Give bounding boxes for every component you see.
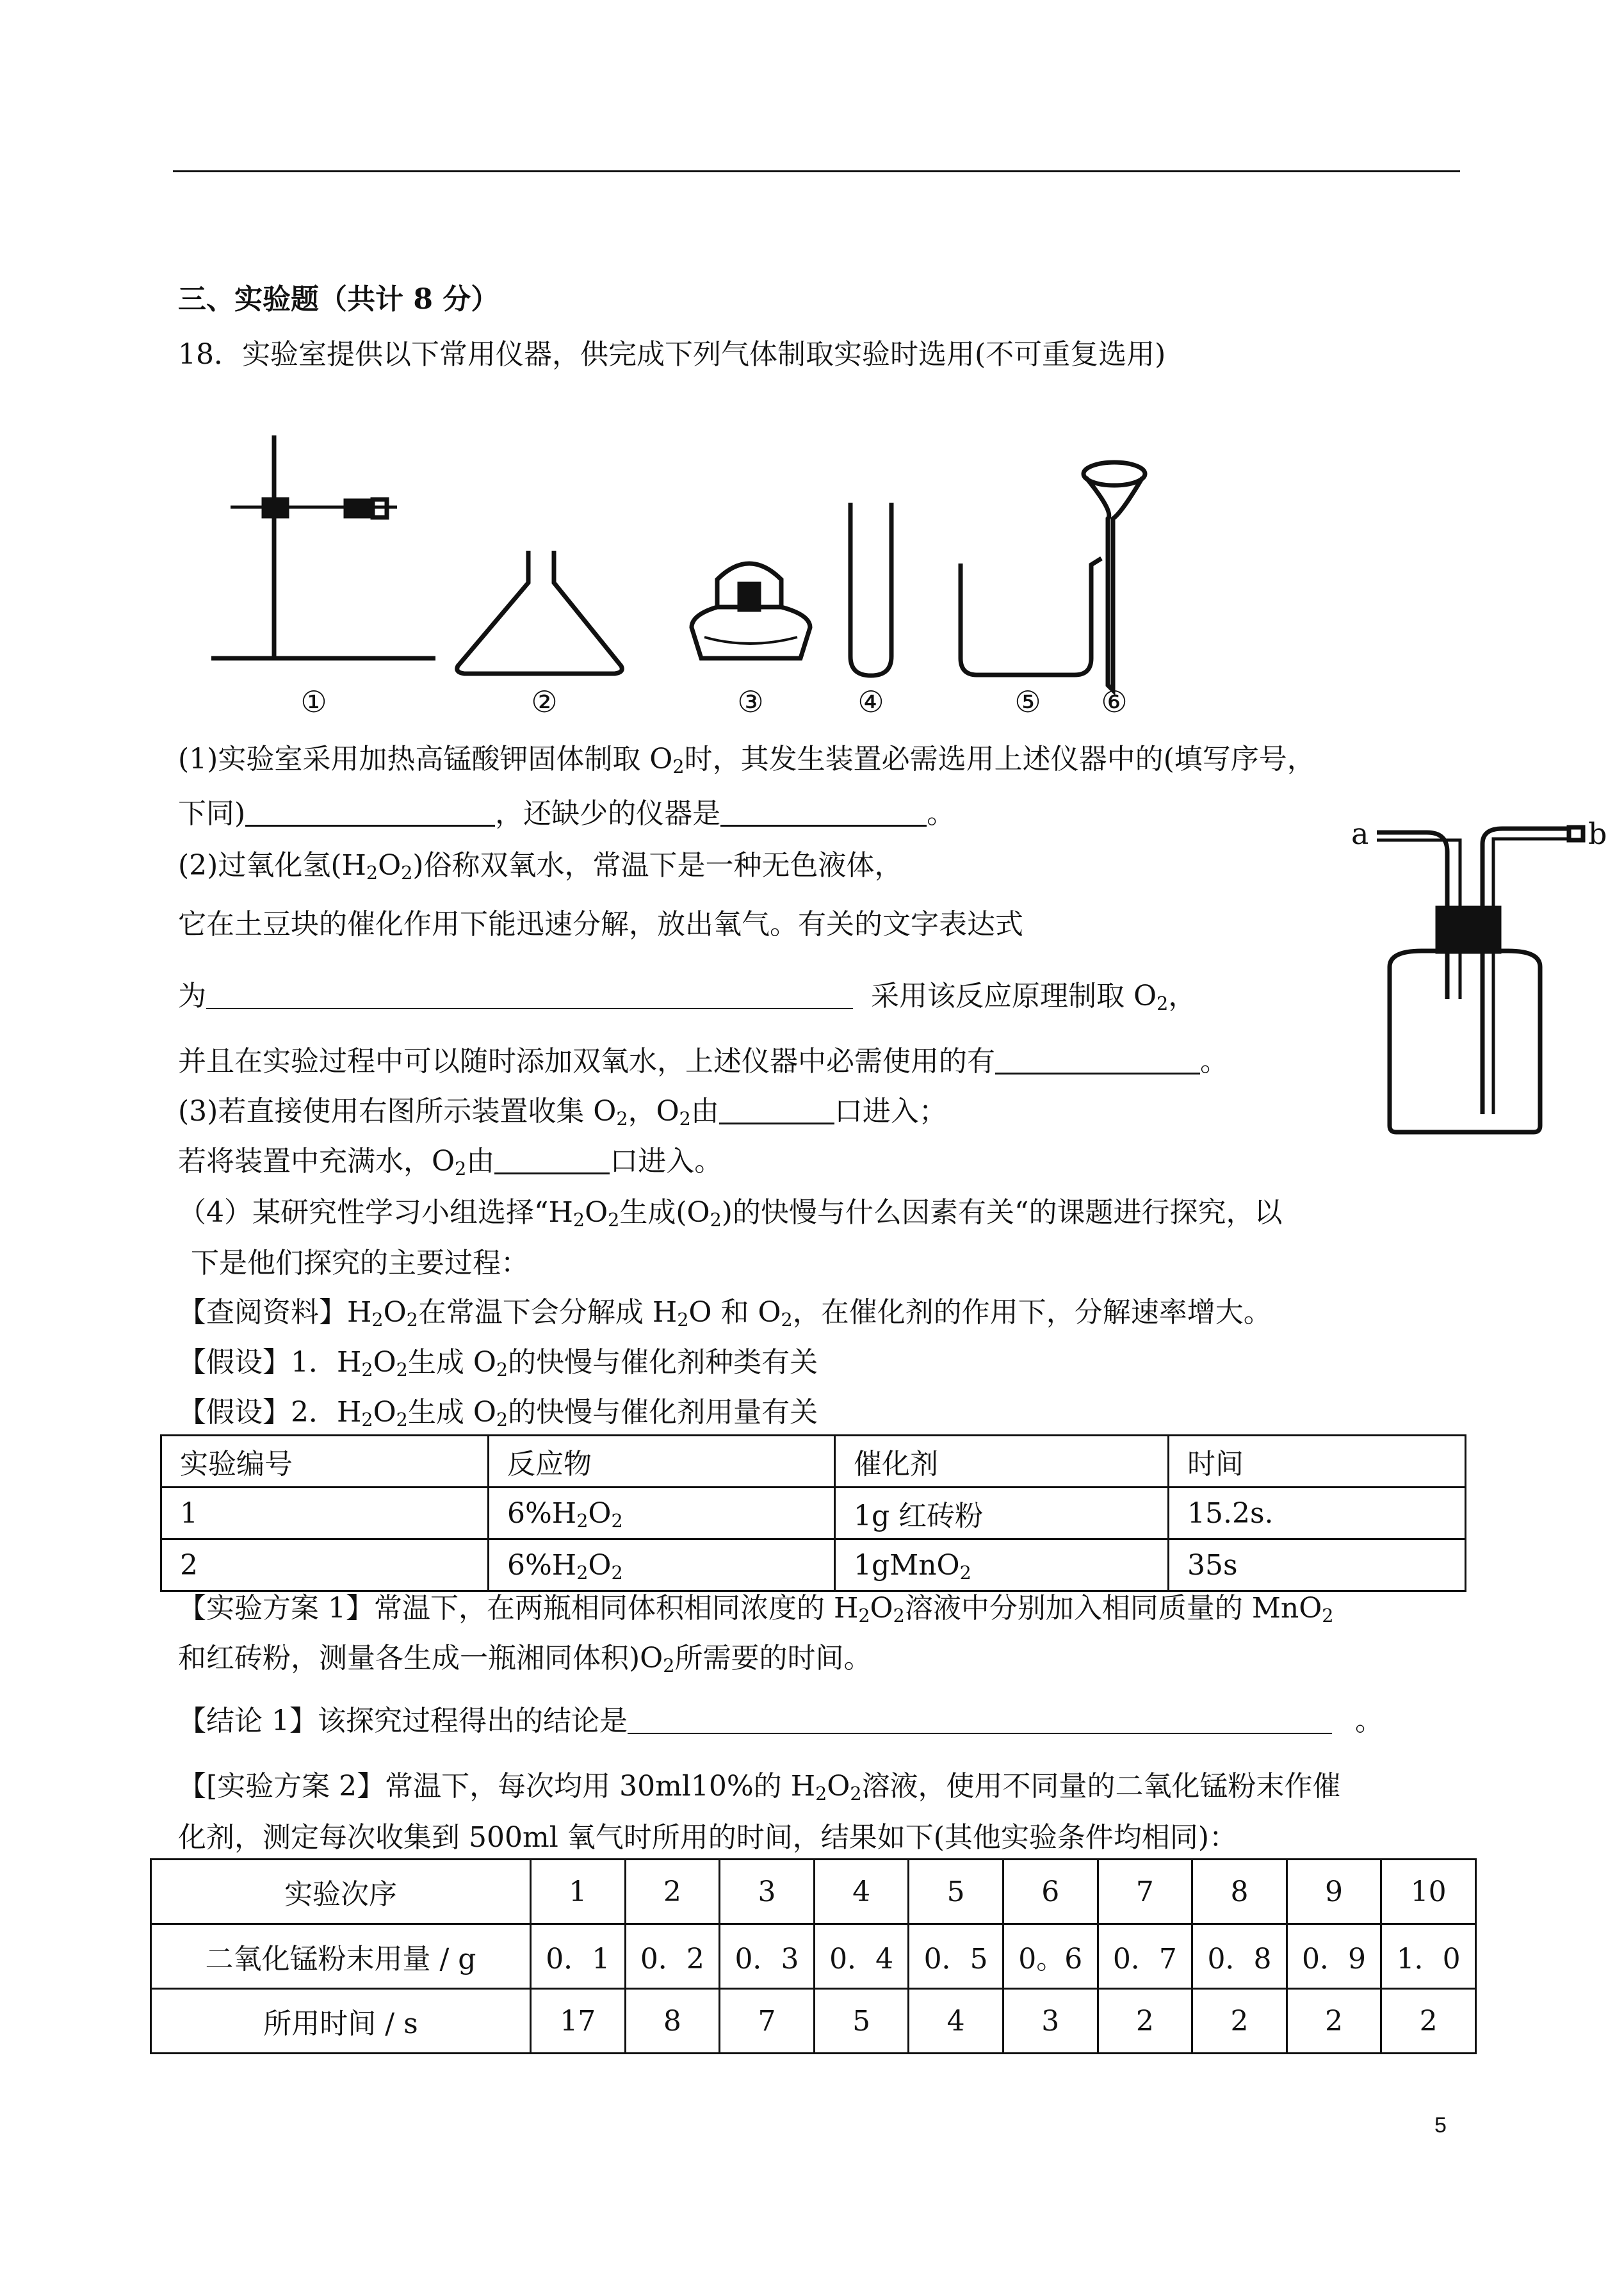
- answer-blank-7[interactable]: [628, 1707, 1332, 1734]
- part3-line2: 若将装置中充满水，$O_2$由 口进入。: [178, 1145, 723, 1180]
- gas-bottle-figure: [1351, 813, 1607, 1146]
- hypothesis-2: 【假设】2．$H_2O_2$生成 $O_2$的快慢与催化剂用量有关: [178, 1396, 818, 1431]
- apparatus-figure: [205, 416, 1178, 717]
- table2-row-header: 二氧化锰粉末用量 / g: [151, 1924, 531, 1989]
- hypothesis-1: 【假设】1．$H_2O_2$生成 $O_2$的快慢与催化剂种类有关: [178, 1346, 818, 1381]
- answer-blank-3[interactable]: [206, 982, 853, 1009]
- table1-cell: 1g 红砖粉: [835, 1488, 1169, 1539]
- part1-line1: (1)实验室采用加热高锰酸钾固体制取 $O_2$时，其发生装置必需选用上述仪器中的(填写序号，: [178, 743, 1315, 778]
- table-row: [161, 1436, 1466, 1488]
- table1-header: 催化剂: [835, 1436, 1169, 1488]
- part4-line1: （4）某研究性学习小组选择“$H_2O_2$生成$(O_2)$的快慢与什么因素有关“的课题进行探究，以: [178, 1196, 1283, 1231]
- table2-row-header: 所用时间 / s: [151, 1989, 531, 2054]
- table2-cell: 0．7: [1098, 1924, 1192, 1989]
- label-6: ⑥: [1101, 685, 1128, 717]
- table2-cell: 0．9: [1287, 1924, 1381, 1989]
- plan2-line2: 化剂，测定每次收集到 500ml 氧气时所用的时间，结果如下(其他实验条件均相同)：: [178, 1821, 1238, 1854]
- label-1: ①: [300, 685, 327, 717]
- bottle-label-b: b: [1588, 816, 1607, 851]
- iron-stand: [211, 435, 435, 658]
- table2-cell: 8: [1192, 1860, 1287, 1924]
- plan2-line1: 【[实验方案 2】常温下，每次均用 30ml10%的 $H_2O_2$溶液，使用不同量的二氧化锰粉末作催: [178, 1770, 1341, 1805]
- table2-cell: 3: [720, 1860, 815, 1924]
- table2-cell: 2: [1381, 1989, 1476, 2054]
- part3-line1: (3)若直接使用右图所示装置收集 $O_2$，$O_2$由 口进入；: [178, 1095, 947, 1130]
- table1-header: 反应物: [489, 1436, 835, 1488]
- conical-flask: [457, 551, 622, 674]
- table2-cell: 0．1: [531, 1924, 626, 1989]
- table2-cell: 2: [625, 1860, 720, 1924]
- table2-cell: 8: [625, 1989, 720, 2054]
- table2-cell: 4: [814, 1860, 909, 1924]
- table2-cell: 1．0: [1381, 1924, 1476, 1989]
- page-number: 5: [1434, 2113, 1447, 2137]
- table1-cell: 35s: [1169, 1539, 1466, 1591]
- table2-cell: 0．5: [909, 1924, 1003, 1989]
- table1-cell: 15.2s.: [1169, 1488, 1466, 1539]
- table2-cell: 7: [720, 1989, 815, 2054]
- table2-cell: 1: [531, 1860, 626, 1924]
- reference-line: 【查阅资料】$H_2O_2$在常温下会分解成 $H_2O$ 和 $O_2$，在催化剂的作用下，分解速率增大。: [178, 1296, 1272, 1331]
- table1-cell: 2: [161, 1539, 489, 1591]
- answer-blank-4[interactable]: [995, 1047, 1200, 1075]
- table1-cell: $6\%H_2O_2$: [489, 1539, 835, 1591]
- table2-cell: 17: [531, 1989, 626, 2054]
- table2-cell: 6: [1003, 1860, 1098, 1924]
- table2-cell: 7: [1098, 1860, 1192, 1924]
- table-row: [151, 1924, 1476, 1989]
- table2-cell: 5: [814, 1989, 909, 2054]
- table-row: [161, 1488, 1466, 1539]
- table2-cell: 4: [909, 1989, 1003, 2054]
- header-rule: [173, 170, 1460, 172]
- table2-cell: 2: [1098, 1989, 1192, 2054]
- table-row: [151, 1860, 1476, 1924]
- part2-line2: 它在土豆块的催化作用下能迅速分解，放出氧气。有关的文字表达式: [178, 908, 1023, 941]
- table1-header: 实验编号: [161, 1436, 489, 1488]
- table2-cell: 2: [1287, 1989, 1381, 2054]
- plan1-line2: 和红砖粉，测量各生成一瓶湘同体积)$O_2$所需要的时间。: [178, 1642, 872, 1677]
- table2-cell: 3: [1003, 1989, 1098, 2054]
- part1-line2: 下同) ，还缺少的仪器是 。: [178, 797, 955, 830]
- test-tube: [850, 503, 891, 676]
- section-title: 三、实验题（共计 8 分）: [178, 283, 499, 316]
- label-2: ②: [531, 685, 558, 717]
- experiment-table-1: [160, 1434, 1466, 1592]
- answer-blank-6[interactable]: [494, 1147, 610, 1174]
- table1-header: 时间: [1169, 1436, 1466, 1488]
- part2-line4: 并且在实验过程中可以随时添加双氧水，上述仪器中必需使用的有 。: [178, 1045, 1228, 1078]
- bottle-label-a: a: [1351, 816, 1369, 851]
- table2-cell: 0．8: [1192, 1924, 1287, 1989]
- beaker: [961, 558, 1101, 675]
- conclusion-line: 【结论 1】该探究过程得出的结论是 。: [178, 1705, 1383, 1737]
- table1-cell: 1: [161, 1488, 489, 1539]
- table2-cell: 2: [1192, 1989, 1287, 2054]
- answer-blank-1[interactable]: [245, 799, 495, 827]
- table2-row-header: 实验次序: [151, 1860, 531, 1924]
- part2-line3: 为 采用该反应原理制取 $O_2$，: [178, 980, 1197, 1015]
- answer-blank-5[interactable]: [719, 1097, 834, 1124]
- label-5: ⑤: [1014, 685, 1041, 717]
- label-3: ③: [737, 685, 764, 717]
- label-4: ④: [857, 685, 884, 717]
- table2-cell: 5: [909, 1860, 1003, 1924]
- table1-cell: 1gMnO$_2$: [835, 1539, 1169, 1591]
- table2-cell: 0．2: [625, 1924, 720, 1989]
- table-row: [161, 1539, 1466, 1591]
- answer-blank-2[interactable]: [720, 799, 927, 827]
- part2-line1: (2)过氧化氢$(H_2O_2)$俗称双氧水，常温下是一种无色液体，: [178, 849, 903, 884]
- table2-cell: 0．4: [814, 1924, 909, 1989]
- table1-cell: $6\%H_2O_2$: [489, 1488, 835, 1539]
- part4-line2: 下是他们探究的主要过程：: [191, 1247, 529, 1279]
- question-18: 18．实验室提供以下常用仪器，供完成下列气体制取实验时选用(不可重复选用): [178, 338, 1166, 371]
- table2-cell: 9: [1287, 1860, 1381, 1924]
- table-row: [151, 1989, 1476, 2054]
- table2-cell: 0。6: [1003, 1924, 1098, 1989]
- experiment-table-2: [150, 1858, 1477, 2054]
- table2-cell: 10: [1381, 1860, 1476, 1924]
- table2-cell: 0．3: [720, 1924, 815, 1989]
- plan1-line1: 【实验方案 1】常温下，在两瓶相同体积相同浓度的 $H_2O_2$溶液中分别加入相同质量的 MnO$_2$: [178, 1592, 1334, 1627]
- alcohol-lamp: [692, 564, 810, 658]
